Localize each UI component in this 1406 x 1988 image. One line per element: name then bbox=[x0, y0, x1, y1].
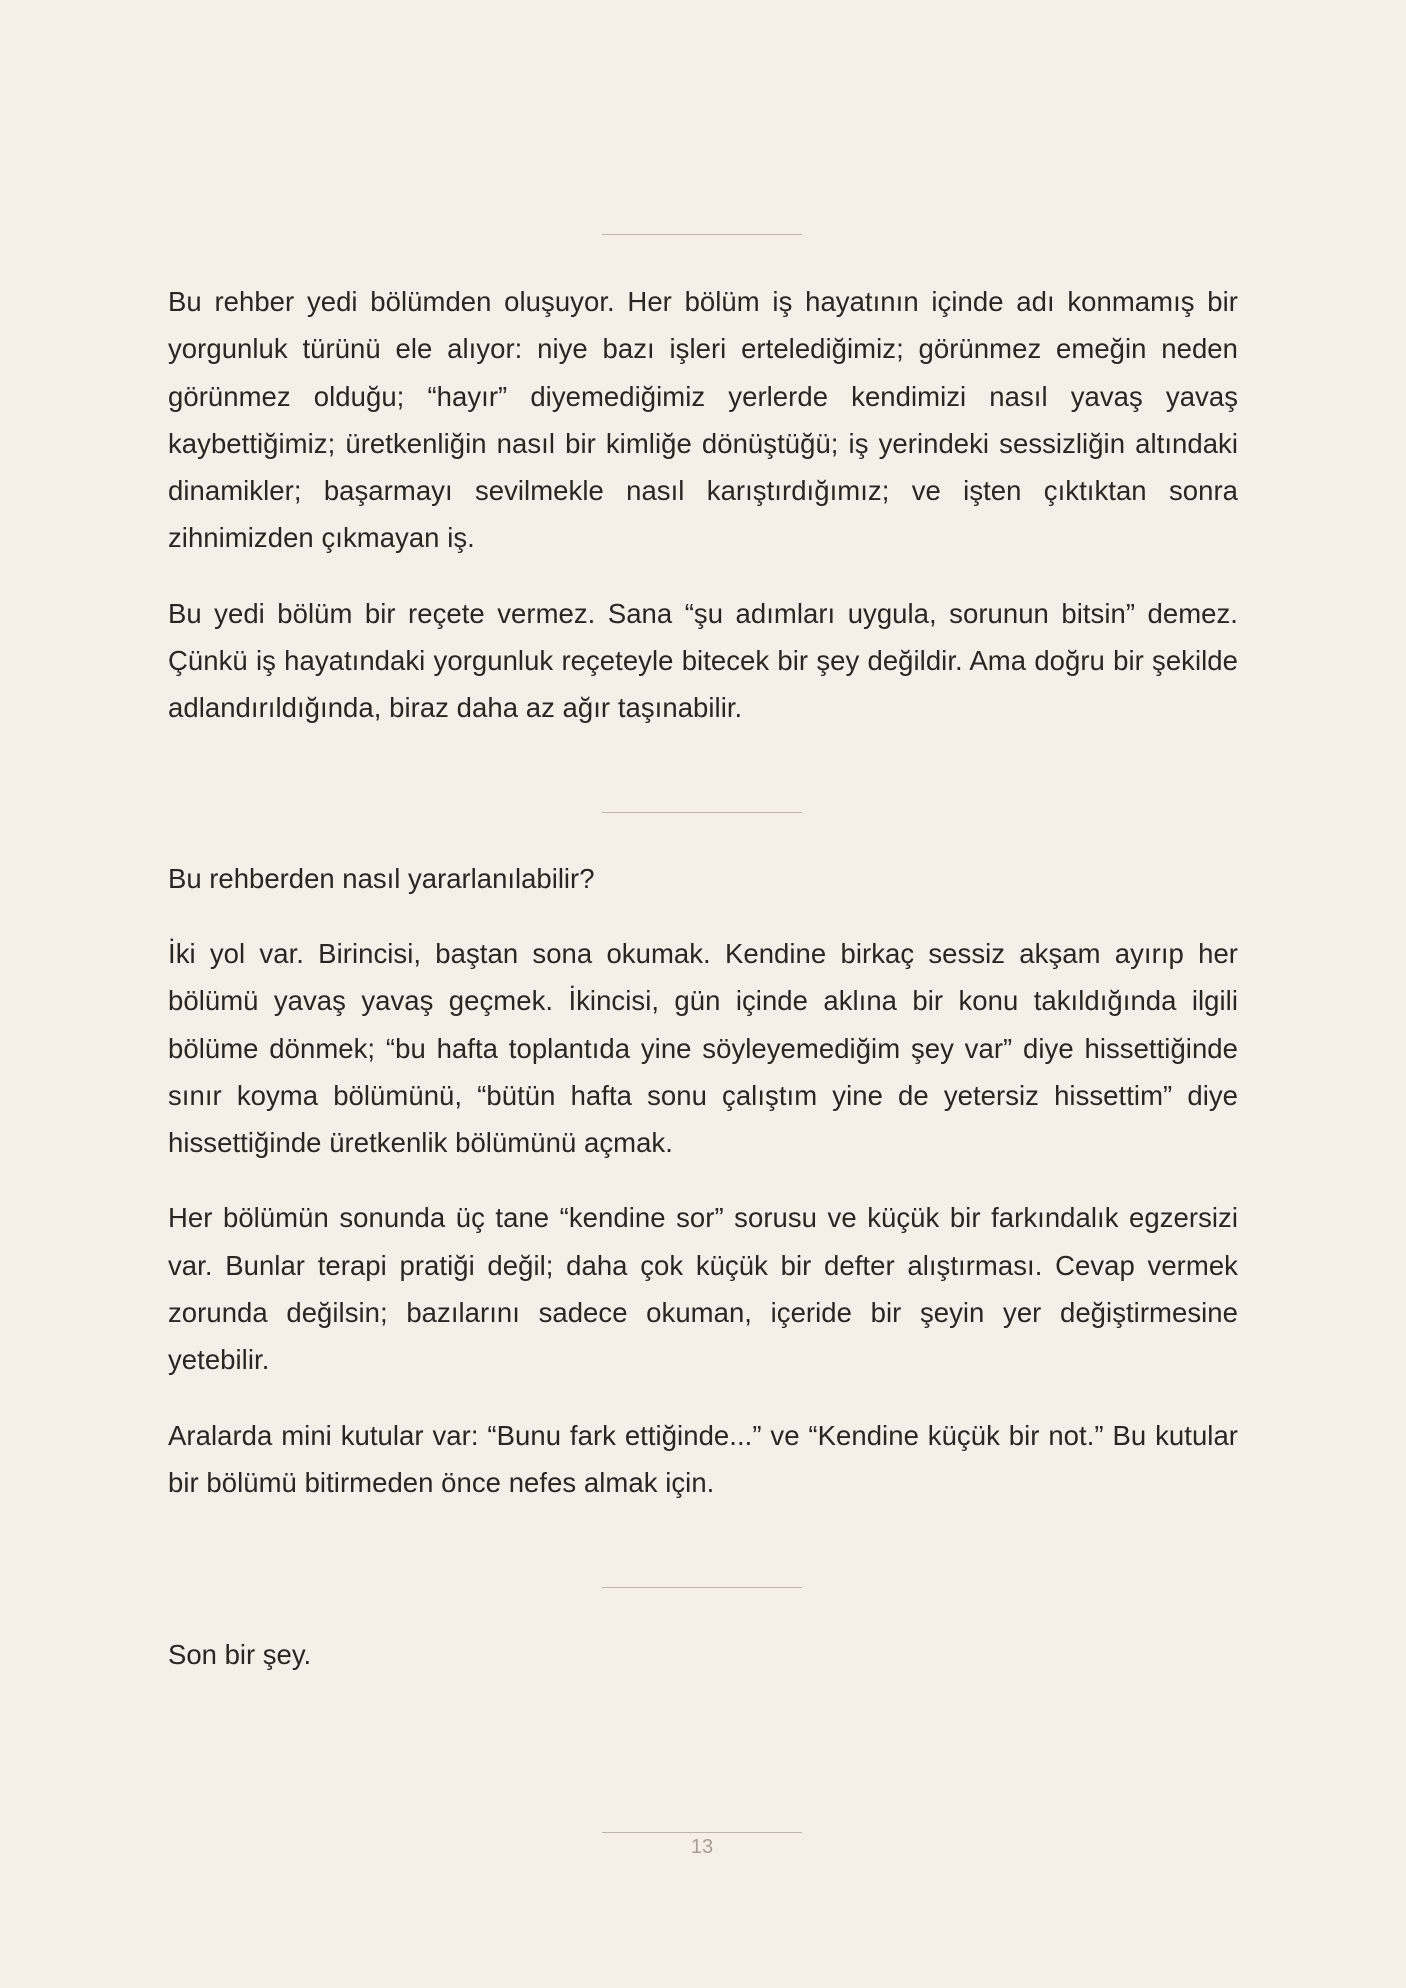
section-usage bbox=[168, 855, 1238, 1506]
intro-paragraph-1: Bu rehber yedi bölümden oluşuyor. Her bölüm iş hayatının içinde adı konmamış bir yorgunluk türünü ele alıyor: niye bazı işleri ertelediğimiz; görünmez emeğin neden görünmez olduğu; “hayır” diyemediğimiz yerlerde kendimizi nasıl yavaş yavaş kaybettiğimiz; üretkenliğin nasıl bir kimliğe dönüştüğü; iş yerindeki sessizliğin altındaki dinamikler; başarmayı sevilmekle nasıl karıştırdığımız; ve işten çıktıktan sonra zihnimizden çıkmayan iş. bbox=[168, 286, 1238, 554]
usage-paragraph-2: Her bölümün sonunda üç tane “kendine sor” sorusu ve küçük bir farkındalık egzersizi var. Bunlar terapi pratiği değil; daha çok küçük bir defter alıştırması. Cevap vermek zorunda değilsin; bazılarını sadece okuman, içeride bir şeyin yer değiştirmesine yetebilir. bbox=[168, 1202, 1238, 1376]
footer-divider bbox=[602, 1832, 802, 1833]
section-divider-2 bbox=[602, 812, 802, 813]
usage-paragraph-1: İki yol var. Birincisi, baştan sona okumak. Kendine birkaç sessiz akşam ayırıp her bölümü yavaş yavaş geçmek. İkincisi, gün içinde aklına bir konu takıldığında ilgili bölüme dönmek; “bu hafta toplantıda yine söyleyemediğim şey var” diye hissettiğinde sınır koyma bölümünü, “bütün hafta sonu çalıştım yine de yetersiz hissettim” diye hissettiğinde üretkenlik bölümünü açmak. bbox=[168, 938, 1238, 1159]
section-final bbox=[168, 1631, 1238, 1678]
section-divider-3 bbox=[602, 1587, 802, 1588]
intro-paragraph-2: Bu yedi bölüm bir reçete vermez. Sana “şu adımları uygula, sorunun bitsin” demez. Çünkü iş hayatındaki yorgunluk reçeteyle bitecek bir şey değildir. Ama doğru bir şekilde adlandırıldığında, biraz daha az ağır taşınabilir. bbox=[168, 597, 1238, 724]
final-heading: Son bir şey. bbox=[168, 1639, 312, 1670]
section-divider-1 bbox=[602, 234, 802, 235]
page-number: 13 bbox=[690, 1836, 714, 1858]
section-intro bbox=[168, 278, 1238, 732]
usage-paragraph-3: Aralarda mini kutular var: “Bunu fark ettiğinde...” ve “Kendine küçük bir not.” Bu kutular bir bölümü bitirmeden önce nefes almak için. bbox=[168, 1419, 1238, 1498]
usage-heading: Bu rehberden nasıl yararlanılabilir? bbox=[168, 863, 595, 894]
